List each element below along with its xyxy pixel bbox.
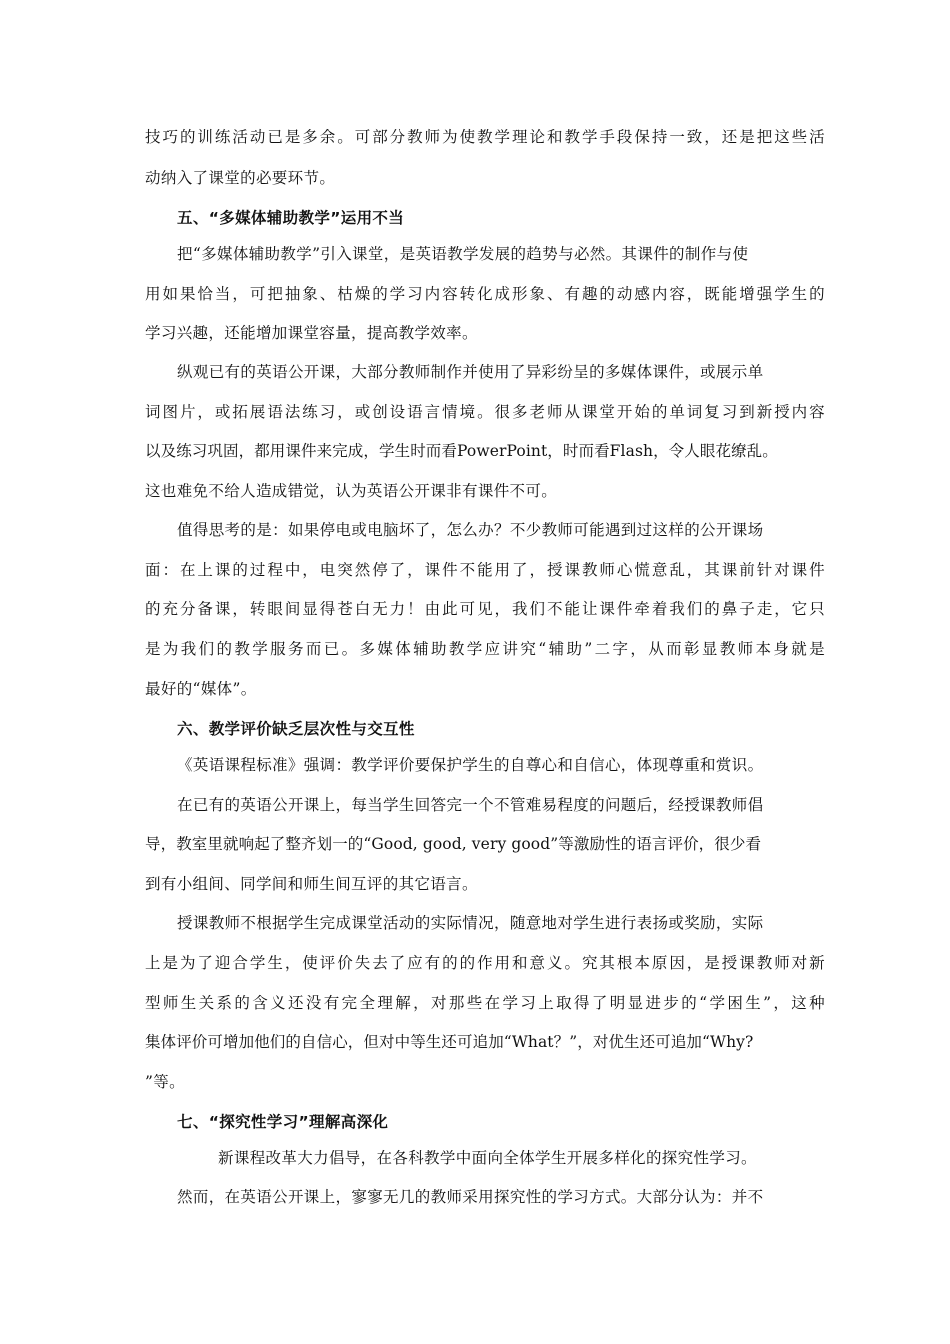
paragraph-line: 面：在上课的过程中，电突然停了，课件不能用了，授课教师心慌意乱，其课前针对课件 <box>145 561 825 579</box>
paragraph-line: 型师生关系的含义还没有完全理解，对那些在学习上取得了明显进步的“学困生”，这种 <box>145 994 825 1012</box>
paragraph-line: ”等。 <box>145 1073 185 1091</box>
paragraph-line: 学习兴趣，还能增加课堂容量，提高教学效率。 <box>145 324 478 342</box>
section-heading-6: 六、教学评价缺乏层次性与交互性 <box>177 720 415 738</box>
paragraph-line: 的充分备课，转眼间显得苍白无力！由此可见，我们不能让课件牵着我们的鼻子走，它只 <box>145 600 825 618</box>
paragraph-line: 技巧的训练活动已是多余。可部分教师为使教学理论和教学手段保持一致，还是把这些活 <box>145 128 825 146</box>
paragraph-line: 最好的“媒体”。 <box>145 680 257 698</box>
paragraph-line: 授课教师不根据学生完成课堂活动的实际情况，随意地对学生进行表扬或奖励，实际 <box>177 914 764 932</box>
paragraph-line: 动纳入了课堂的必要环节。 <box>145 169 336 187</box>
paragraph-line: 新课程改革大力倡导，在各科教学中面向全体学生开展多样化的探究性学习。 <box>218 1149 757 1167</box>
paragraph-line: 词图片，或拓展语法练习，或创设语言情境。很多老师从课堂开始的单词复习到新授内容 <box>145 403 825 421</box>
paragraph-line: 导，教室里就响起了整齐划一的“Good, good, very good”等激励性的语言评价，很少看 <box>145 835 762 853</box>
paragraph-line: 值得思考的是：如果停电或电脑坏了，怎么办？不少教师可能遇到过这样的公开课场 <box>177 521 764 539</box>
paragraph-line: 到有小组间、同学间和师生间互评的其它语言。 <box>145 875 478 893</box>
paragraph-line: 《英语课程标准》强调：教学评价要保护学生的自尊心和自信心，体现尊重和赏识。 <box>177 756 764 774</box>
paragraph-line: 然而，在英语公开课上，寥寥无几的教师采用探究性的学习方式。大部分认为：并不 <box>177 1188 764 1206</box>
paragraph-line: 是为我们的教学服务而已。多媒体辅助教学应讲究“辅助”二字，从而彰显教师本身就是 <box>145 640 825 658</box>
section-heading-7: 七、“探究性学习”理解高深化 <box>177 1113 389 1131</box>
paragraph-line: 纵观已有的英语公开课，大部分教师制作并使用了异彩纷呈的多媒体课件，或展示单 <box>177 363 764 381</box>
section-heading-5: 五、“多媒体辅助教学”运用不当 <box>177 209 405 227</box>
paragraph-line: 集体评价可增加他们的自信心，但对中等生还可追加“What？”，对优生还可追加“Why? <box>145 1033 754 1051</box>
paragraph-line: 在已有的英语公开课上，每当学生回答完一个不管难易程度的问题后，经授课教师倡 <box>177 796 764 814</box>
paragraph-line: 上是为了迎合学生，使评价失去了应有的的作用和意义。究其根本原因，是授课教师对新 <box>145 954 825 972</box>
paragraph-line: 用如果恰当，可把抽象、枯燥的学习内容转化成形象、有趣的动感内容，既能增强学生的 <box>145 285 825 303</box>
paragraph-line: 把“多媒体辅助教学”引入课堂，是英语教学发展的趋势与必然。其课件的制作与使 <box>177 245 749 263</box>
paragraph-line: 这也难免不给人造成错觉，认为英语公开课非有课件不可。 <box>145 482 558 500</box>
paragraph-line: 以及练习巩固，都用课件来完成，学生时而看PowerPoint，时而看Flash，令人眼花缭乱。 <box>145 442 778 460</box>
